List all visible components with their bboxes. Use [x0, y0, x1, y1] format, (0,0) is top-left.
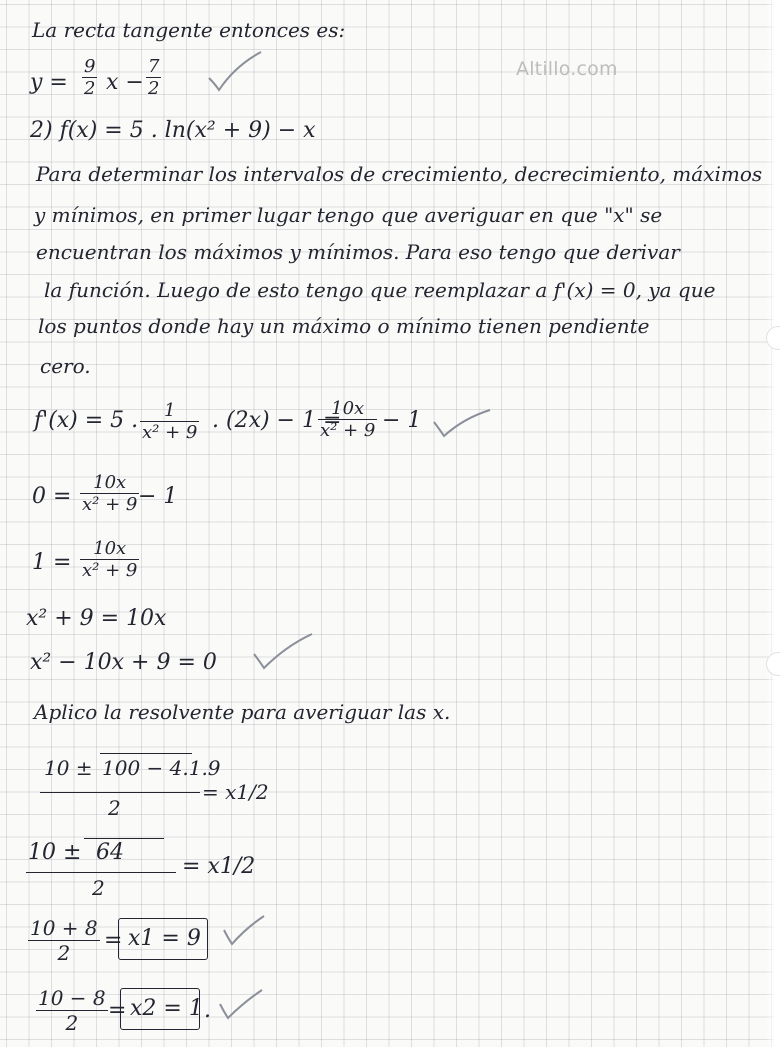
- equation-1-fraction: [80, 538, 139, 581]
- paragraph-line: cero.: [40, 354, 91, 378]
- derivative-fraction-2: [318, 398, 377, 441]
- check-mark-icon: [216, 984, 266, 1024]
- resolvente-sentence: Aplico la resolvente para averiguar las x.: [34, 700, 451, 724]
- tangent-fraction-1: [82, 56, 97, 99]
- equation-1-lhs: 1 =: [32, 550, 72, 575]
- torn-edge: [766, 0, 780, 1047]
- fraction-numerator: 9: [84, 56, 96, 77]
- derivative-mid: . (2x) − 1 =: [212, 408, 342, 433]
- fraction-denominator: x² + 9: [142, 422, 198, 443]
- root-1-value: x1 = 9: [128, 926, 201, 951]
- root-2-fraction: [36, 986, 108, 1035]
- fraction-bar: [40, 792, 200, 793]
- fraction-denominator: x² + 9: [82, 560, 138, 581]
- check-mark-icon: [250, 630, 316, 672]
- paragraph-line: Para determinar los intervalos de crecimiento, decrecimiento, máximos: [36, 162, 763, 186]
- derivative-lhs: f'(x) = 5 .: [34, 408, 139, 433]
- equation-0-fraction: [80, 472, 139, 515]
- formula-1-numerator-start: 10 ±: [44, 756, 93, 780]
- root-2-equals: =: [108, 998, 127, 1023]
- equation-quadratic: x² − 10x + 9 = 0: [30, 650, 217, 675]
- formula-2-radicand: 64: [96, 840, 124, 865]
- equation-quadratic-form: x² + 9 = 10x: [26, 606, 167, 631]
- formula-2-denominator: 2: [92, 876, 105, 900]
- check-mark-icon: [205, 48, 265, 94]
- root-2-end: .: [204, 998, 211, 1023]
- fraction-denominator: x² + 9: [320, 420, 376, 441]
- radical-bar: [84, 838, 164, 839]
- radical-bar: [100, 753, 192, 754]
- root-1-equals: =: [104, 928, 123, 953]
- fraction-numerator: 1: [163, 400, 176, 421]
- watermark: Altillo.com: [516, 58, 618, 80]
- tangent-fraction-2: [146, 56, 161, 99]
- fraction-denominator: 2: [28, 940, 100, 965]
- fraction-numerator: 7: [148, 56, 160, 77]
- fraction-numerator: 10x: [93, 538, 127, 559]
- formula-1-denominator: 2: [108, 796, 121, 820]
- derivative-tail: − 1: [382, 408, 422, 433]
- fraction-numerator: 10 + 8: [30, 916, 98, 940]
- paragraph-line: la función. Luego de esto tengo que reemplazar a f'(x) = 0, ya que: [44, 278, 716, 302]
- formula-1-radicand: 100 − 4.1.9: [102, 756, 221, 780]
- tangent-eq-lhs: y =: [30, 70, 68, 95]
- paragraph-line: y mínimos, en primer lugar tengo que averiguar en que "x" se: [34, 203, 663, 227]
- fraction-denominator: 2: [148, 78, 160, 99]
- check-mark-icon: [430, 404, 494, 440]
- paragraph-line: encuentran los máximos y mínimos. Para eso tengo que derivar: [36, 240, 680, 264]
- equation-0-lhs: 0 =: [32, 484, 72, 509]
- fraction-numerator: 10x: [93, 472, 127, 493]
- check-mark-icon: [220, 910, 268, 950]
- fraction-bar: [26, 872, 176, 873]
- tangent-mid: x −: [106, 70, 144, 95]
- fraction-denominator: 2: [84, 78, 96, 99]
- fraction-numerator: 10x: [331, 398, 365, 419]
- formula-1-result: = x1/2: [202, 780, 269, 804]
- fraction-numerator: 10 − 8: [38, 986, 106, 1010]
- problem-2-function: 2) f(x) = 5 . ln(x² + 9) − x: [30, 118, 316, 143]
- root-1-fraction: [28, 916, 100, 965]
- tangent-intro: La recta tangente entonces es:: [32, 18, 346, 42]
- formula-2-numerator-start: 10 ±: [28, 840, 82, 865]
- root-2-value: x2 = 1: [130, 996, 203, 1021]
- derivative-fraction-1: [140, 400, 199, 443]
- formula-2-result: = x1/2: [182, 854, 256, 879]
- paragraph-line: los puntos donde hay un máximo o mínimo tienen pendiente: [38, 314, 650, 338]
- equation-0-tail: − 1: [138, 484, 178, 509]
- fraction-denominator: x² + 9: [82, 494, 138, 515]
- fraction-denominator: 2: [36, 1010, 108, 1035]
